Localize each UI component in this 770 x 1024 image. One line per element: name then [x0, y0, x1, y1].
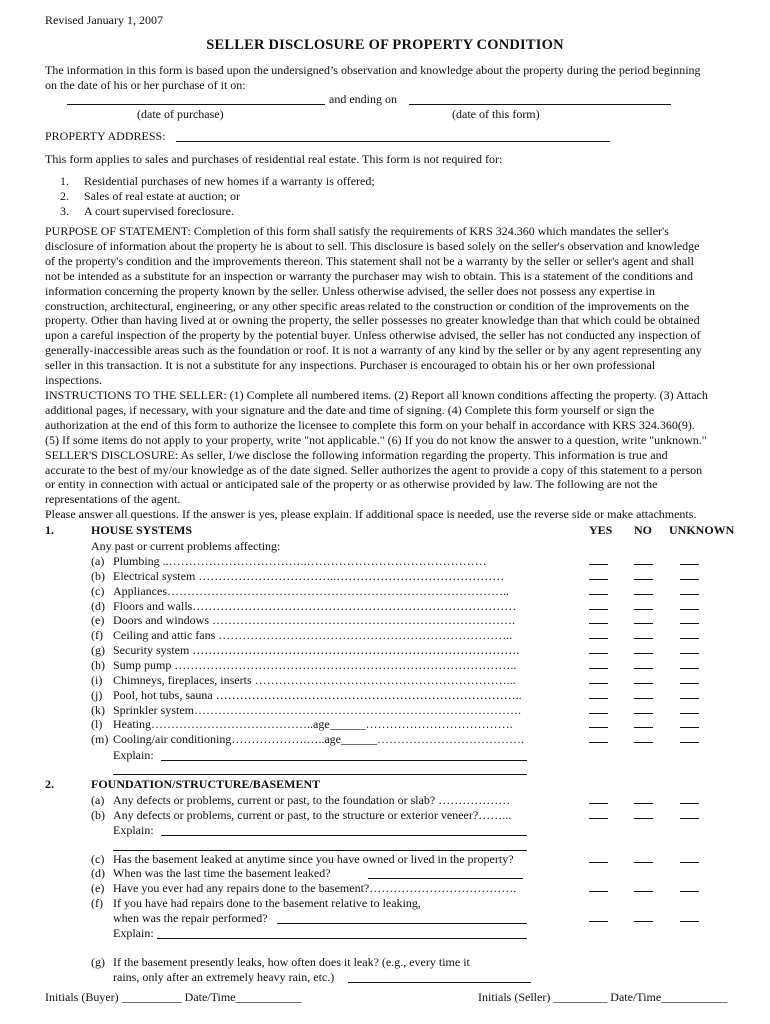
- answer-no-blank[interactable]: [634, 623, 653, 624]
- purpose-line: seller in this transaction. It is not a substitute for any inspections. Purchaser is encouraged to obtain his or her own professional: [45, 358, 656, 373]
- column-unknown: UNKNOWN: [669, 523, 735, 537]
- house-system-item: Floors and walls………………………………………………………………………: [113, 598, 517, 613]
- answer-unknown-blank[interactable]: [680, 683, 699, 684]
- question-letter: (d): [91, 866, 105, 880]
- answer-unknown-blank[interactable]: [680, 698, 699, 699]
- purpose-line: generally-inaccessible areas such as the foundation or roof. It is not a warranty of any kind by the seller or by any agent representing any: [45, 343, 702, 358]
- repair-date-field[interactable]: [277, 923, 527, 924]
- purpose-line: inspections.: [45, 373, 102, 388]
- answer-no-blank[interactable]: [634, 742, 653, 743]
- item-letter: (j): [91, 687, 103, 702]
- purpose-line: information concerning the property known by the seller. Unless otherwise advised, the seller does not possess any expertise in: [45, 283, 655, 298]
- item-letter: (b): [91, 568, 105, 583]
- section-1-explain-label: Explain:: [113, 748, 154, 762]
- answer-yes-blank[interactable]: [589, 698, 608, 699]
- item-letter: (d): [91, 598, 105, 613]
- purchase-date-field[interactable]: [67, 104, 325, 105]
- disclosure-line: Please answer all questions. If the answer is yes, please explain. If additional space is needed, use the reverse side or make attachments.: [45, 507, 697, 522]
- foundation-question: Any defects or problems, current or past, to the foundation or slab? ………………: [113, 793, 511, 807]
- answer-yes-blank[interactable]: [589, 638, 608, 639]
- basement-leaked-yes-blank[interactable]: [589, 862, 608, 863]
- answer-unknown-blank[interactable]: [680, 594, 699, 595]
- section-2-heading: FOUNDATION/STRUCTURE/BASEMENT: [91, 777, 321, 791]
- exemption-text: Sales of real estate at auction; or: [84, 189, 240, 203]
- answer-unknown-blank[interactable]: [680, 623, 699, 624]
- purpose-statement: [45, 224, 745, 522]
- foundation-yes-blank[interactable]: [589, 803, 608, 804]
- house-system-item: Doors and windows ………………………………………………………………….: [113, 613, 515, 628]
- repair-explain-label: Explain:: [113, 926, 154, 940]
- basement-leaked-question: Has the basement leaked at anytime since you have owned or lived in the property?: [113, 852, 514, 866]
- item-letter: (i): [91, 672, 103, 687]
- answer-unknown-blank[interactable]: [680, 742, 699, 743]
- answer-no-blank[interactable]: [634, 683, 653, 684]
- item-letter: (l): [91, 717, 103, 732]
- answer-unknown-blank[interactable]: [680, 653, 699, 654]
- disclosure-line: representations of the agent.: [45, 492, 181, 507]
- structure-unknown-blank[interactable]: [680, 818, 699, 819]
- date-of-purchase-label: (date of purchase): [137, 107, 224, 121]
- exemption-text: Residential purchases of new homes if a warranty is offered;: [84, 174, 375, 188]
- repair-explain-field[interactable]: [157, 938, 527, 939]
- basement-repairs-no-blank[interactable]: [634, 891, 653, 892]
- column-yes: YES: [589, 523, 613, 537]
- answer-no-blank[interactable]: [634, 698, 653, 699]
- and-ending-on-label: and ending on: [329, 92, 397, 106]
- instructions-line: INSTRUCTIONS TO THE SELLER: (1) Complete all numbered items. (2) Report all known conditions affecting the property. (3) Attach: [45, 387, 708, 402]
- leak-frequency-question: If the basement presently leaks, how often does it leak? (e.g., every time it: [113, 955, 470, 969]
- question-letter: (b): [91, 808, 105, 822]
- item-letter: (g): [91, 643, 105, 658]
- leak-repairs-yes-blank[interactable]: [589, 921, 608, 922]
- house-system-item: Sump pump …………………………………………………………………………..: [113, 657, 517, 672]
- instructions-line: authorization at the end of this form to authorize the licensee to complete this form on your behalf in accordance with KRS 324.360(9).: [45, 417, 695, 432]
- instructions-line: (5) If some items do not apply to your property, write "not applicable." (6) If you do not know the answer to a question, write "unknown.": [45, 432, 707, 447]
- answer-yes-blank[interactable]: [589, 668, 608, 669]
- instructions-line: additional pages, if necessary, with your signature and the date and time of signing. (4) Complete this form yourself or sign the: [45, 402, 655, 417]
- leak-repairs-no-blank[interactable]: [634, 921, 653, 922]
- leak-repairs-question: If you have had repairs done to the basement relative to leaking,: [113, 896, 421, 910]
- purpose-line: of the property's condition and the improvements thereon. This statement shall not be a warranty by the seller or seller's agent and shall: [45, 253, 694, 268]
- answer-no-blank[interactable]: [634, 653, 653, 654]
- house-system-item: Security system ……………………………………………………………………….: [113, 643, 520, 658]
- section-2-explain-field-2[interactable]: [113, 850, 527, 851]
- answer-no-blank[interactable]: [634, 594, 653, 595]
- section-2-number: 2.: [45, 777, 54, 791]
- foundation-no-blank[interactable]: [634, 803, 653, 804]
- property-address-field[interactable]: [176, 141, 610, 142]
- question-letter: (g): [91, 955, 105, 969]
- section-2-explain-field[interactable]: [161, 835, 527, 836]
- house-system-item: Cooling/air conditioning……………….…..age______……………………………….: [113, 732, 524, 747]
- structure-no-blank[interactable]: [634, 818, 653, 819]
- purpose-line: not be intended as a substitute for an inspection or warranty the purchaser may wish to obtain. This is a statement of the conditions and: [45, 268, 693, 283]
- applies-text: This form applies to sales and purchases of residential real estate. This form is not required for:: [45, 152, 503, 166]
- answer-yes-blank[interactable]: [589, 683, 608, 684]
- answer-yes-blank[interactable]: [589, 727, 608, 728]
- disclosure-line: or entity in connection with actual or anticipated sale of the property or as otherwise provided by law. The following are not the: [45, 477, 658, 492]
- leak-frequency-continued: rains, only after an extremely heavy rain, etc.): [113, 970, 335, 984]
- section-1-subheading: Any past or current problems affecting:: [91, 539, 281, 553]
- purpose-line: property. Other than having lived at or owning the property, the seller possesses no greater knowledge than that which could be obtained: [45, 313, 700, 328]
- section-1-explain-field[interactable]: [161, 760, 527, 761]
- answer-yes-blank[interactable]: [589, 653, 608, 654]
- form-title: SELLER DISCLOSURE OF PROPERTY CONDITION: [206, 37, 564, 53]
- purpose-line: upon a careful inspection of the property by the potential buyer. Unless otherwise advised, the seller has not conducted any inspection of: [45, 328, 701, 343]
- buyer-initials[interactable]: Initials (Buyer) __________ Date/Time___________: [45, 990, 302, 1004]
- question-letter: (a): [91, 793, 105, 807]
- section-1-number: 1.: [45, 523, 54, 537]
- item-letter: (m): [91, 732, 109, 747]
- house-system-item: Appliances…………………………………………………………………………..: [113, 583, 509, 598]
- question-letter: (f): [91, 896, 103, 910]
- answer-no-blank[interactable]: [634, 668, 653, 669]
- exemption-num: 1.: [60, 174, 69, 188]
- answer-yes-blank[interactable]: [589, 742, 608, 743]
- purpose-line: PURPOSE OF STATEMENT: Completion of this form shall satisfy the requirements of KRS 324.360 which mandates the seller's: [45, 224, 669, 238]
- basement-repairs-question: Have you ever had any repairs done to the basement?……………………………….: [113, 881, 517, 895]
- exemption-num: 2.: [60, 189, 69, 203]
- answer-yes-blank[interactable]: [589, 713, 608, 714]
- purpose-line: construction, architectural, engineering, or any other specific areas related to the construction or condition of the improvements on the: [45, 298, 690, 313]
- foundation-unknown-blank[interactable]: [680, 803, 699, 804]
- answer-unknown-blank[interactable]: [680, 668, 699, 669]
- answer-yes-blank[interactable]: [589, 564, 608, 565]
- exemption-text: A court supervised foreclosure.: [84, 204, 234, 218]
- disclosure-line: accurate to the best of my/our knowledge as of the date signed. Seller authorizes the agent to provide a copy of this statement to a person: [45, 462, 703, 477]
- answer-no-blank[interactable]: [634, 579, 653, 580]
- house-system-item: Pool, hot tubs, sauna …………………………………………………………………..: [113, 687, 522, 702]
- answer-unknown-blank[interactable]: [680, 609, 699, 610]
- answer-no-blank[interactable]: [634, 638, 653, 639]
- intro-line-1: The information in this form is based upon the undersigned’s observation and knowledge about the property during the period beginning: [45, 63, 701, 77]
- last-leak-question: When was the last time the basement leaked?: [113, 866, 331, 880]
- answer-unknown-blank[interactable]: [680, 564, 699, 565]
- property-address-label: PROPERTY ADDRESS:: [45, 129, 166, 143]
- house-system-item: Electrical system ……………………………..……………………………………: [113, 568, 505, 583]
- leak-frequency-field[interactable]: [348, 982, 531, 983]
- basement-leaked-no-blank[interactable]: [634, 862, 653, 863]
- answer-yes-blank[interactable]: [589, 609, 608, 610]
- house-system-item: Sprinkler system……………………………………………………………………….: [113, 702, 521, 717]
- answer-yes-blank[interactable]: [589, 623, 608, 624]
- item-letter: (e): [91, 613, 105, 628]
- house-system-item: Ceiling and attic fans ………………………………………………………………..: [113, 628, 513, 643]
- repair-date-question: when was the repair performed?: [113, 911, 268, 925]
- purpose-line: disclosure of information about the property he is about to sell. This disclosure is based solely on the seller's observation and knowledge: [45, 238, 700, 253]
- structure-question: Any defects or problems, current or past, to the structure or exterior veneer?……...: [113, 808, 512, 822]
- answer-no-blank[interactable]: [634, 713, 653, 714]
- question-letter: (e): [91, 881, 105, 895]
- last-leak-field[interactable]: [368, 878, 523, 879]
- answer-unknown-blank[interactable]: [680, 638, 699, 639]
- section-2-explain-label: Explain:: [113, 823, 154, 837]
- house-system-item: Plumbing ..……………………………..………………………………………: [113, 554, 487, 568]
- answer-yes-blank[interactable]: [589, 594, 608, 595]
- section-1-explain-field-2[interactable]: [113, 774, 527, 775]
- exemption-num: 3.: [60, 204, 69, 218]
- item-letter: (a): [91, 554, 105, 568]
- house-system-item: Heating…………………………………..age______……………………………….: [113, 717, 513, 732]
- item-letter: (f): [91, 628, 103, 643]
- answer-unknown-blank[interactable]: [680, 579, 699, 580]
- basement-repairs-yes-blank[interactable]: [589, 891, 608, 892]
- house-system-item: Chimneys, fireplaces, inserts ………………………………………………………...: [113, 672, 516, 687]
- revision-date: Revised January 1, 2007: [45, 13, 163, 27]
- answer-no-blank[interactable]: [634, 609, 653, 610]
- leak-repairs-unknown-blank[interactable]: [680, 921, 699, 922]
- item-letter: (h): [91, 657, 105, 672]
- column-no: NO: [634, 523, 652, 537]
- answer-no-blank[interactable]: [634, 727, 653, 728]
- item-letter: (c): [91, 583, 105, 598]
- seller-initials[interactable]: Initials (Seller) _________ Date/Time___________: [478, 990, 728, 1004]
- disclosure-line: SELLER'S DISCLOSURE: As seller, I/we disclose the following information regarding the property. This information is true and: [45, 447, 668, 462]
- basement-repairs-unknown-blank[interactable]: [680, 891, 699, 892]
- answer-unknown-blank[interactable]: [680, 713, 699, 714]
- form-date-field[interactable]: [409, 104, 671, 105]
- answer-yes-blank[interactable]: [589, 579, 608, 580]
- answer-no-blank[interactable]: [634, 564, 653, 565]
- item-letter: (k): [91, 702, 105, 717]
- date-of-form-label: (date of this form): [452, 107, 540, 121]
- question-letter: (c): [91, 852, 105, 866]
- section-1-heading: HOUSE SYSTEMS: [91, 523, 193, 537]
- basement-leaked-unknown-blank[interactable]: [680, 862, 699, 863]
- answer-unknown-blank[interactable]: [680, 727, 699, 728]
- intro-line-2: on the date of his or her purchase of it on:: [45, 78, 246, 92]
- structure-yes-blank[interactable]: [589, 818, 608, 819]
